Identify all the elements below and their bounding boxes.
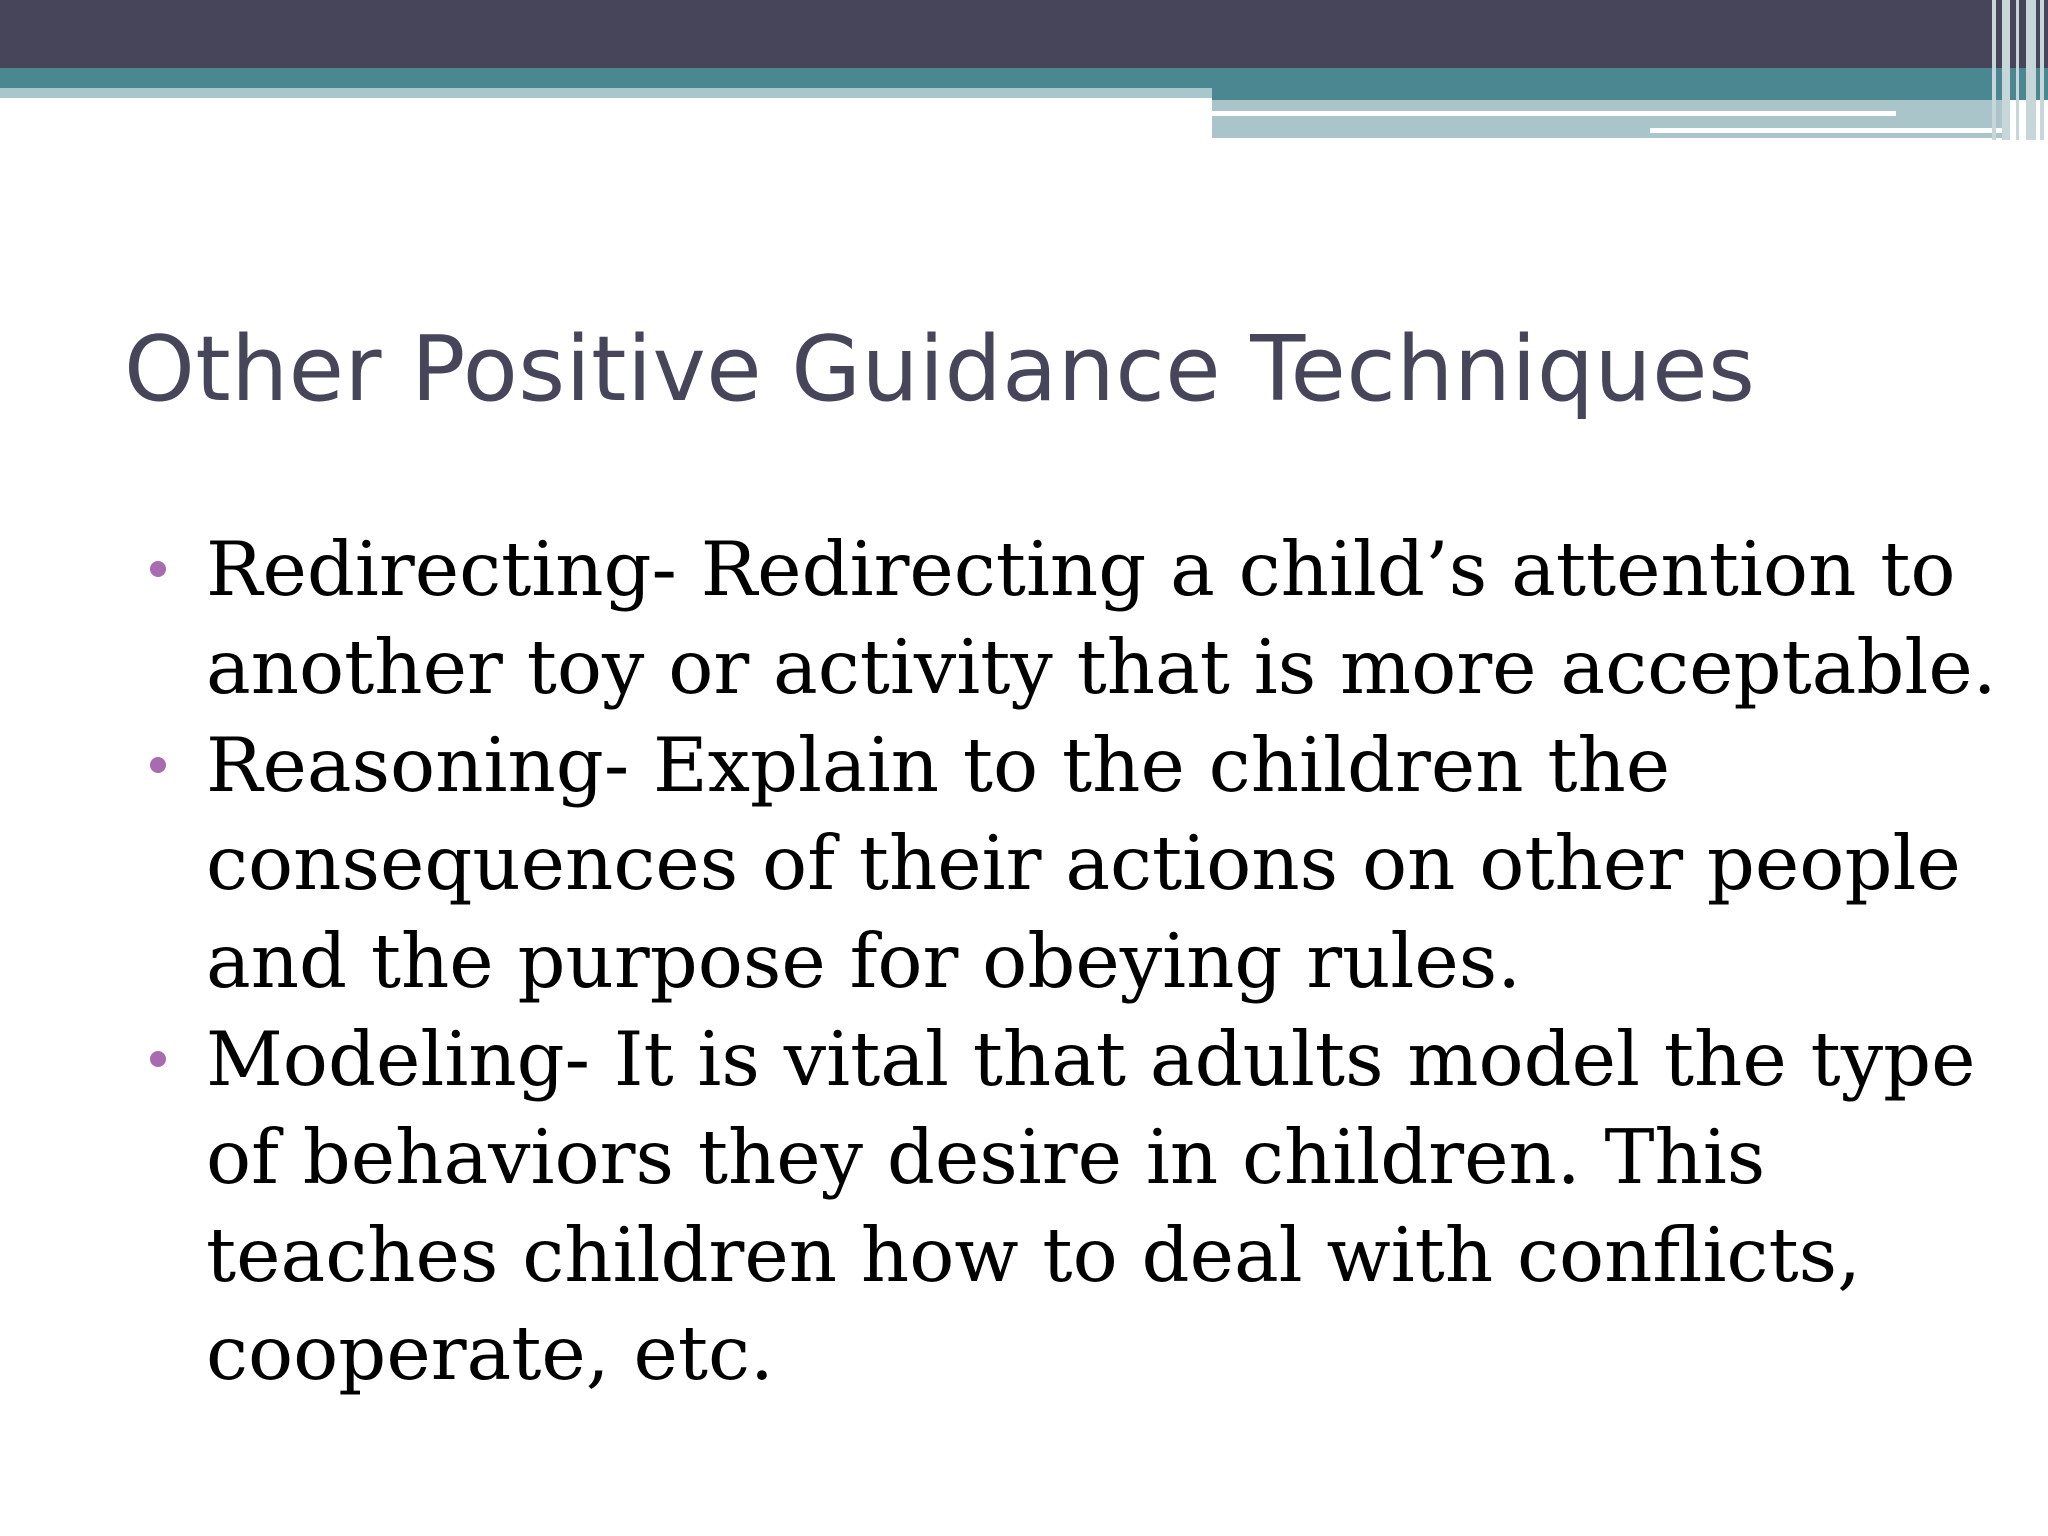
vertical-bar <box>2026 0 2036 140</box>
bullet-text: Reasoning- Explain to the children the consequences of their actions on other people and the purpose for obeying rules. <box>206 721 1961 1005</box>
bullet-item <box>142 716 2002 1010</box>
bullet-dot-icon <box>150 561 166 577</box>
header-dark-band <box>0 0 2048 68</box>
slide-title: Other Positive Guidance Techniques <box>124 317 1756 422</box>
bullet-dot-icon <box>150 1051 166 1067</box>
header-right-stripe <box>1650 128 2002 133</box>
vertical-bar <box>2040 0 2044 140</box>
bullet-list <box>142 520 2002 1402</box>
vertical-bar <box>2016 0 2019 140</box>
vertical-bar <box>1992 0 1996 140</box>
header-right-stripe <box>1212 111 1896 116</box>
header-right-teal-block <box>1212 88 2048 100</box>
header-vertical-bars <box>1986 0 2048 140</box>
bullet-item <box>142 520 2002 716</box>
header-teal-band <box>0 68 2048 88</box>
bullet-text: Redirecting- Redirecting a child’s attention to another toy or activity that is more acceptable. <box>206 525 1997 711</box>
header-light-band <box>0 88 1212 98</box>
bullet-dot-icon <box>150 757 166 773</box>
vertical-bar <box>2002 0 2010 140</box>
bullet-item <box>142 1010 2002 1402</box>
bullet-text: Modeling- It is vital that adults model the type of behaviors they desire in children. This teaches children how to deal with conflicts, cooperate, etc. <box>206 1015 1976 1397</box>
